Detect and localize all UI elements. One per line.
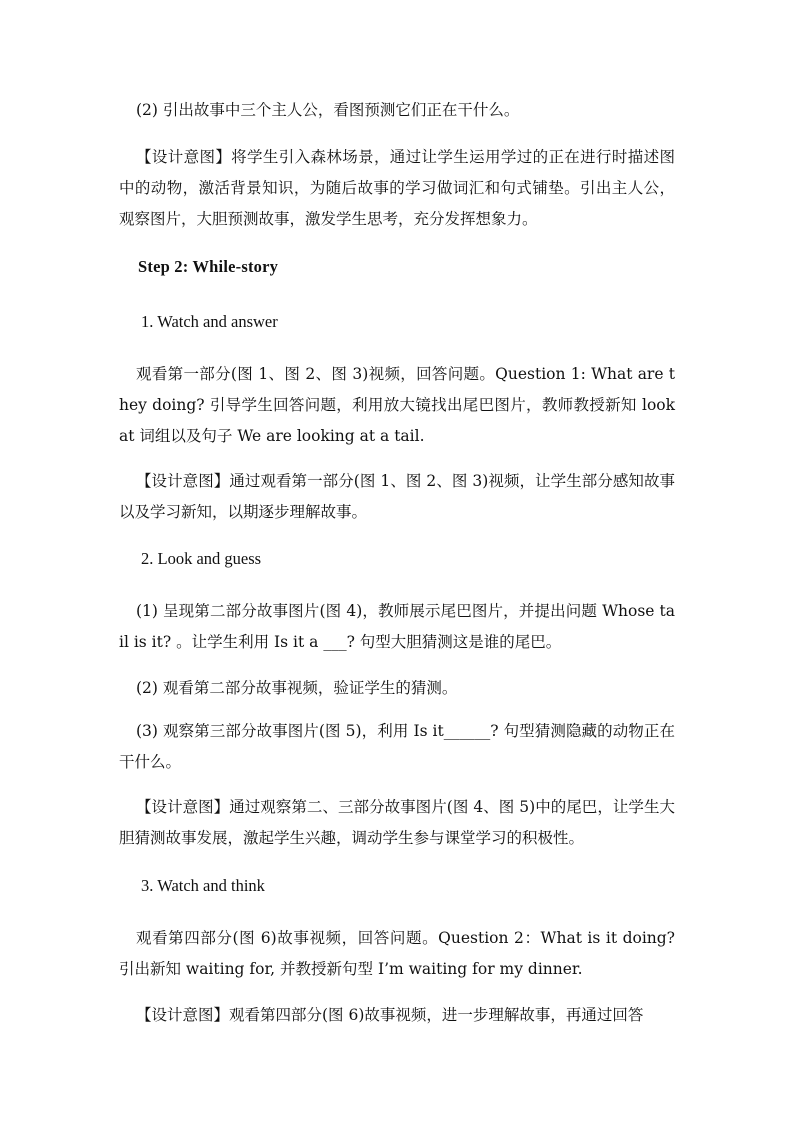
watch-and-think-heading: 3. Watch and think: [141, 876, 265, 895]
design-intent-4: 【设计意图】观看第四部分(图 6)故事视频，进一步理解故事，再通过回答: [136, 1006, 644, 1024]
intro-point-2: (2) 引出故事中三个主人公，看图预测它们正在干什么。: [136, 101, 520, 119]
step2-heading: Step 2: While-story: [138, 257, 279, 276]
watch-and-think-text: 观看第四部分(图 6)故事视频，回答问题。Question 2：What is it doing? 引出新知 waiting for, 并教授新句型 I’m waiting for my dinner.: [119, 929, 675, 978]
design-intent-2: 【设计意图】通过观看第一部分(图 1、图 2、图 3)视频，让学生部分感知故事以及学习新知，以期逐步理解故事。: [119, 472, 675, 521]
look-and-guess-point-1: (1) 呈现第二部分故事图片(图 4)，教师展示尾巴图片，并提出问题 Whose tail is it? 。让学生利用 Is it a ___? 句型大胆猜测这是谁的尾巴。: [119, 602, 675, 651]
design-intent-3: 【设计意图】通过观察第二、三部分故事图片(图 4、图 5)中的尾巴，让学生大胆猜测故事发展，激起学生兴趣，调动学生参与课堂学习的积极性。: [119, 798, 675, 847]
design-intent-1: 【设计意图】将学生引入森林场景，通过让学生运用学过的正在进行时描述图中的动物，激活背景知识，为随后故事的学习做词汇和句式铺垫。引出主人公，观察图片，大胆预测故事，激发学生思考，充分发挥想象力。: [119, 148, 675, 228]
look-and-guess-heading: 2. Look and guess: [141, 549, 262, 568]
watch-and-answer-text: 观看第一部分(图 1、图 2、图 3)视频，回答问题。Question 1: What are they doing? 引导学生回答问题，利用放大镜找出尾巴图片，教师教授新知 look at 词组以及句子 We are looking at a tail.: [119, 365, 675, 445]
watch-and-answer-heading: 1. Watch and answer: [141, 312, 278, 331]
look-and-guess-point-3: (3) 观察第三部分故事图片(图 5)，利用 Is it______? 句型猜测隐藏的动物正在干什么。: [119, 722, 675, 771]
look-and-guess-point-2: (2) 观看第二部分故事视频，验证学生的猜测。: [136, 679, 458, 697]
